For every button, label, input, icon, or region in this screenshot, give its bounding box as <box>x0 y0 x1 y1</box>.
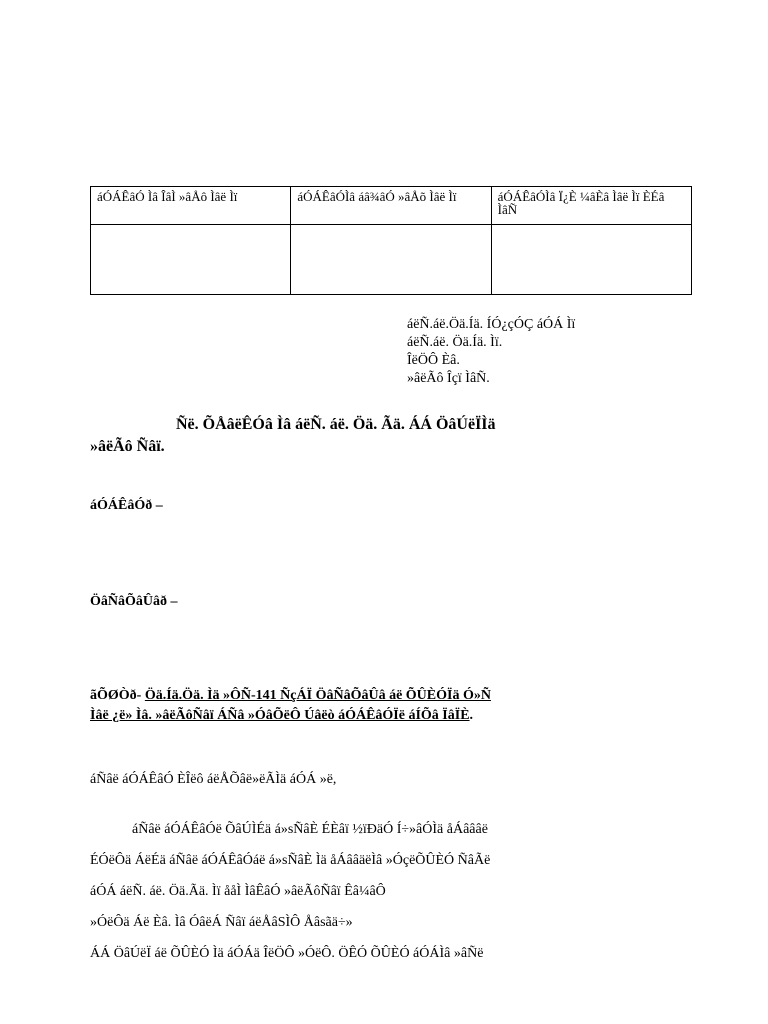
address-line: áëÑ.áë. Öä.Íä. Ìï. <box>407 335 503 350</box>
subject-line: »âëÃô Ñâï. <box>90 438 165 455</box>
table-header-cell: áÓÁÊâÓ Ìâ ÎâÌ »âÅô Ìâë Ìï <box>91 187 291 225</box>
greeting-line: áÑâë áÓÁÊâÓ ÈÎëô áëÅÕâë»ëÃÌä áÓÁ »ë, <box>90 772 337 787</box>
paragraph-line: áÓÁ áëÑ. áë. Öä.Ãä. Ìï ååÌ ÌâÊâÓ »âëÃôÑâï Êâ¼âÔ <box>90 884 386 899</box>
body-paragraph <box>90 814 690 969</box>
table-cell <box>491 225 691 295</box>
address-line: ÎëÖÔ Èâ. <box>407 353 460 368</box>
address-line: áëÑ.áë.Öä.Íä. ÍÓ¿çÓÇ áÓÁ Ìï <box>407 317 576 332</box>
paragraph-line: ÁÁ ÖâÚëÏ áë ÕÛÈÓ Ìä áÓÁä ÎëÖÔ »ÓëÔ. ÖÊÓ ÕÛÈÓ áÓÁÌâ »âÑë <box>90 946 484 961</box>
reference-text: Ìâë ¿ë» Ìâ. »âëÃôÑâï ÁÑâ »ÓâÕëÔ Úâëò áÓÁÊâÓÏë áÍÕâ ÏâÏÈ <box>90 708 470 723</box>
reference-paragraph <box>90 686 690 726</box>
reference-prefix: ãÕØÒð- <box>90 688 142 703</box>
table-header-cell: áÓÁÊâÓÌâ áâ¾âÓ »âÅõ Ìâë Ìï <box>291 187 491 225</box>
table-cell <box>291 225 491 295</box>
paragraph-line: ÉÓëÔä ÁëÉä áÑâë áÓÁÊâÓáë á»sÑâÈ Ìä åÁââäëÌâ »ÓçëÕÛÈÓ ÑâÃë <box>90 853 491 868</box>
table-header-row <box>91 187 692 225</box>
table-cell <box>91 225 291 295</box>
address-line: »âëÃô Îçï ÌâÑ. <box>407 371 490 386</box>
respondent-label: ÖâÑâÕâÛâð – <box>90 594 178 609</box>
applicant-label: áÓÁÊâÓð – <box>90 498 163 513</box>
table-row <box>91 225 692 295</box>
reference-suffix: . <box>469 708 474 723</box>
subject-line: Ñë. ÕÅâëÊÓâ Ìâ áëÑ. áë. Öä. Ãä. ÁÁ ÖâÚëÏÌä <box>176 416 496 433</box>
table-header-cell: áÓÁÊâÓÌâ Ï¿È ¼âÈâ Ìâë Ìï ÈÉâ ÌâÑ <box>491 187 691 225</box>
address-block <box>407 316 575 388</box>
header-table <box>90 186 692 295</box>
subject-heading <box>90 414 700 458</box>
paragraph-line: »ÓëÔä Áë Èâ. Ìâ ÓâëÁ Ñâï áëÅâSÌÔ Åâsãä÷» <box>90 915 353 930</box>
paragraph-line: áÑâë áÓÁÊâÓë ÕâÚÌÉä á»sÑâÈ ÉÈâï ½ïÐäÓ Í÷»âÓÌä åÁâââë <box>132 822 488 837</box>
reference-text: Öä.Íä.Öä. Ìä »ÔÑ-141 ÑçÁÏ ÖâÑâÕâÛâ áë ÕÛÈÓÏä Ó»Ñ <box>144 688 491 703</box>
